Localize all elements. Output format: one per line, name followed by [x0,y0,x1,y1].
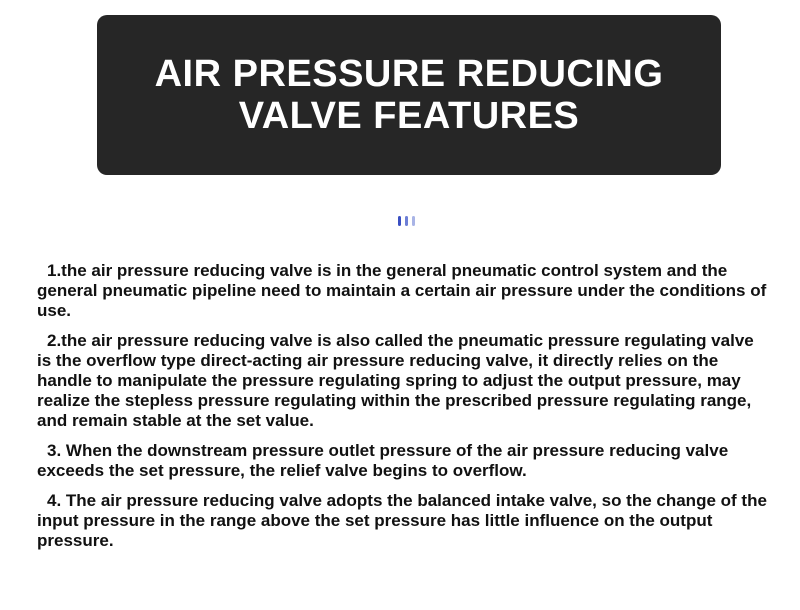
feature-paragraph-1: 1.the air pressure reducing valve is in the general pneumatic control system and the general pneumatic pipeline need to maintain a certain air pressure under the conditions of use. [37,261,767,320]
title-banner [97,15,721,175]
decorative-divider-icon [398,216,415,226]
feature-paragraph-3: 3. When the downstream pressure outlet pressure of the air pressure reducing valve exceeds the set pressure, the relief valve begins to overflow. [37,441,729,480]
title-line-1: AIR PRESSURE REDUCING [154,53,664,95]
divider-bar [398,216,401,226]
divider-bar [405,216,408,226]
page-title [155,53,664,137]
divider-bar [412,216,415,226]
feature-paragraph-4: 4. The air pressure reducing valve adopts the balanced intake valve, so the change of the input pressure in the range above the set pressure has little influence on the output pressure. [37,491,767,550]
feature-paragraph-2: 2.the air pressure reducing valve is also called the pneumatic pressure regulating valve is the overflow type direct-acting air pressure reducing valve, it directly relies on the handle to manipulate the pressure regulating spring to adjust the output pressure, may realize the stepless pressure regulating within the prescribed pressure regulating range, and remain stable at the set value. [37,331,754,430]
title-line-2: VALVE FEATURES [238,95,580,137]
features-text [37,261,767,561]
